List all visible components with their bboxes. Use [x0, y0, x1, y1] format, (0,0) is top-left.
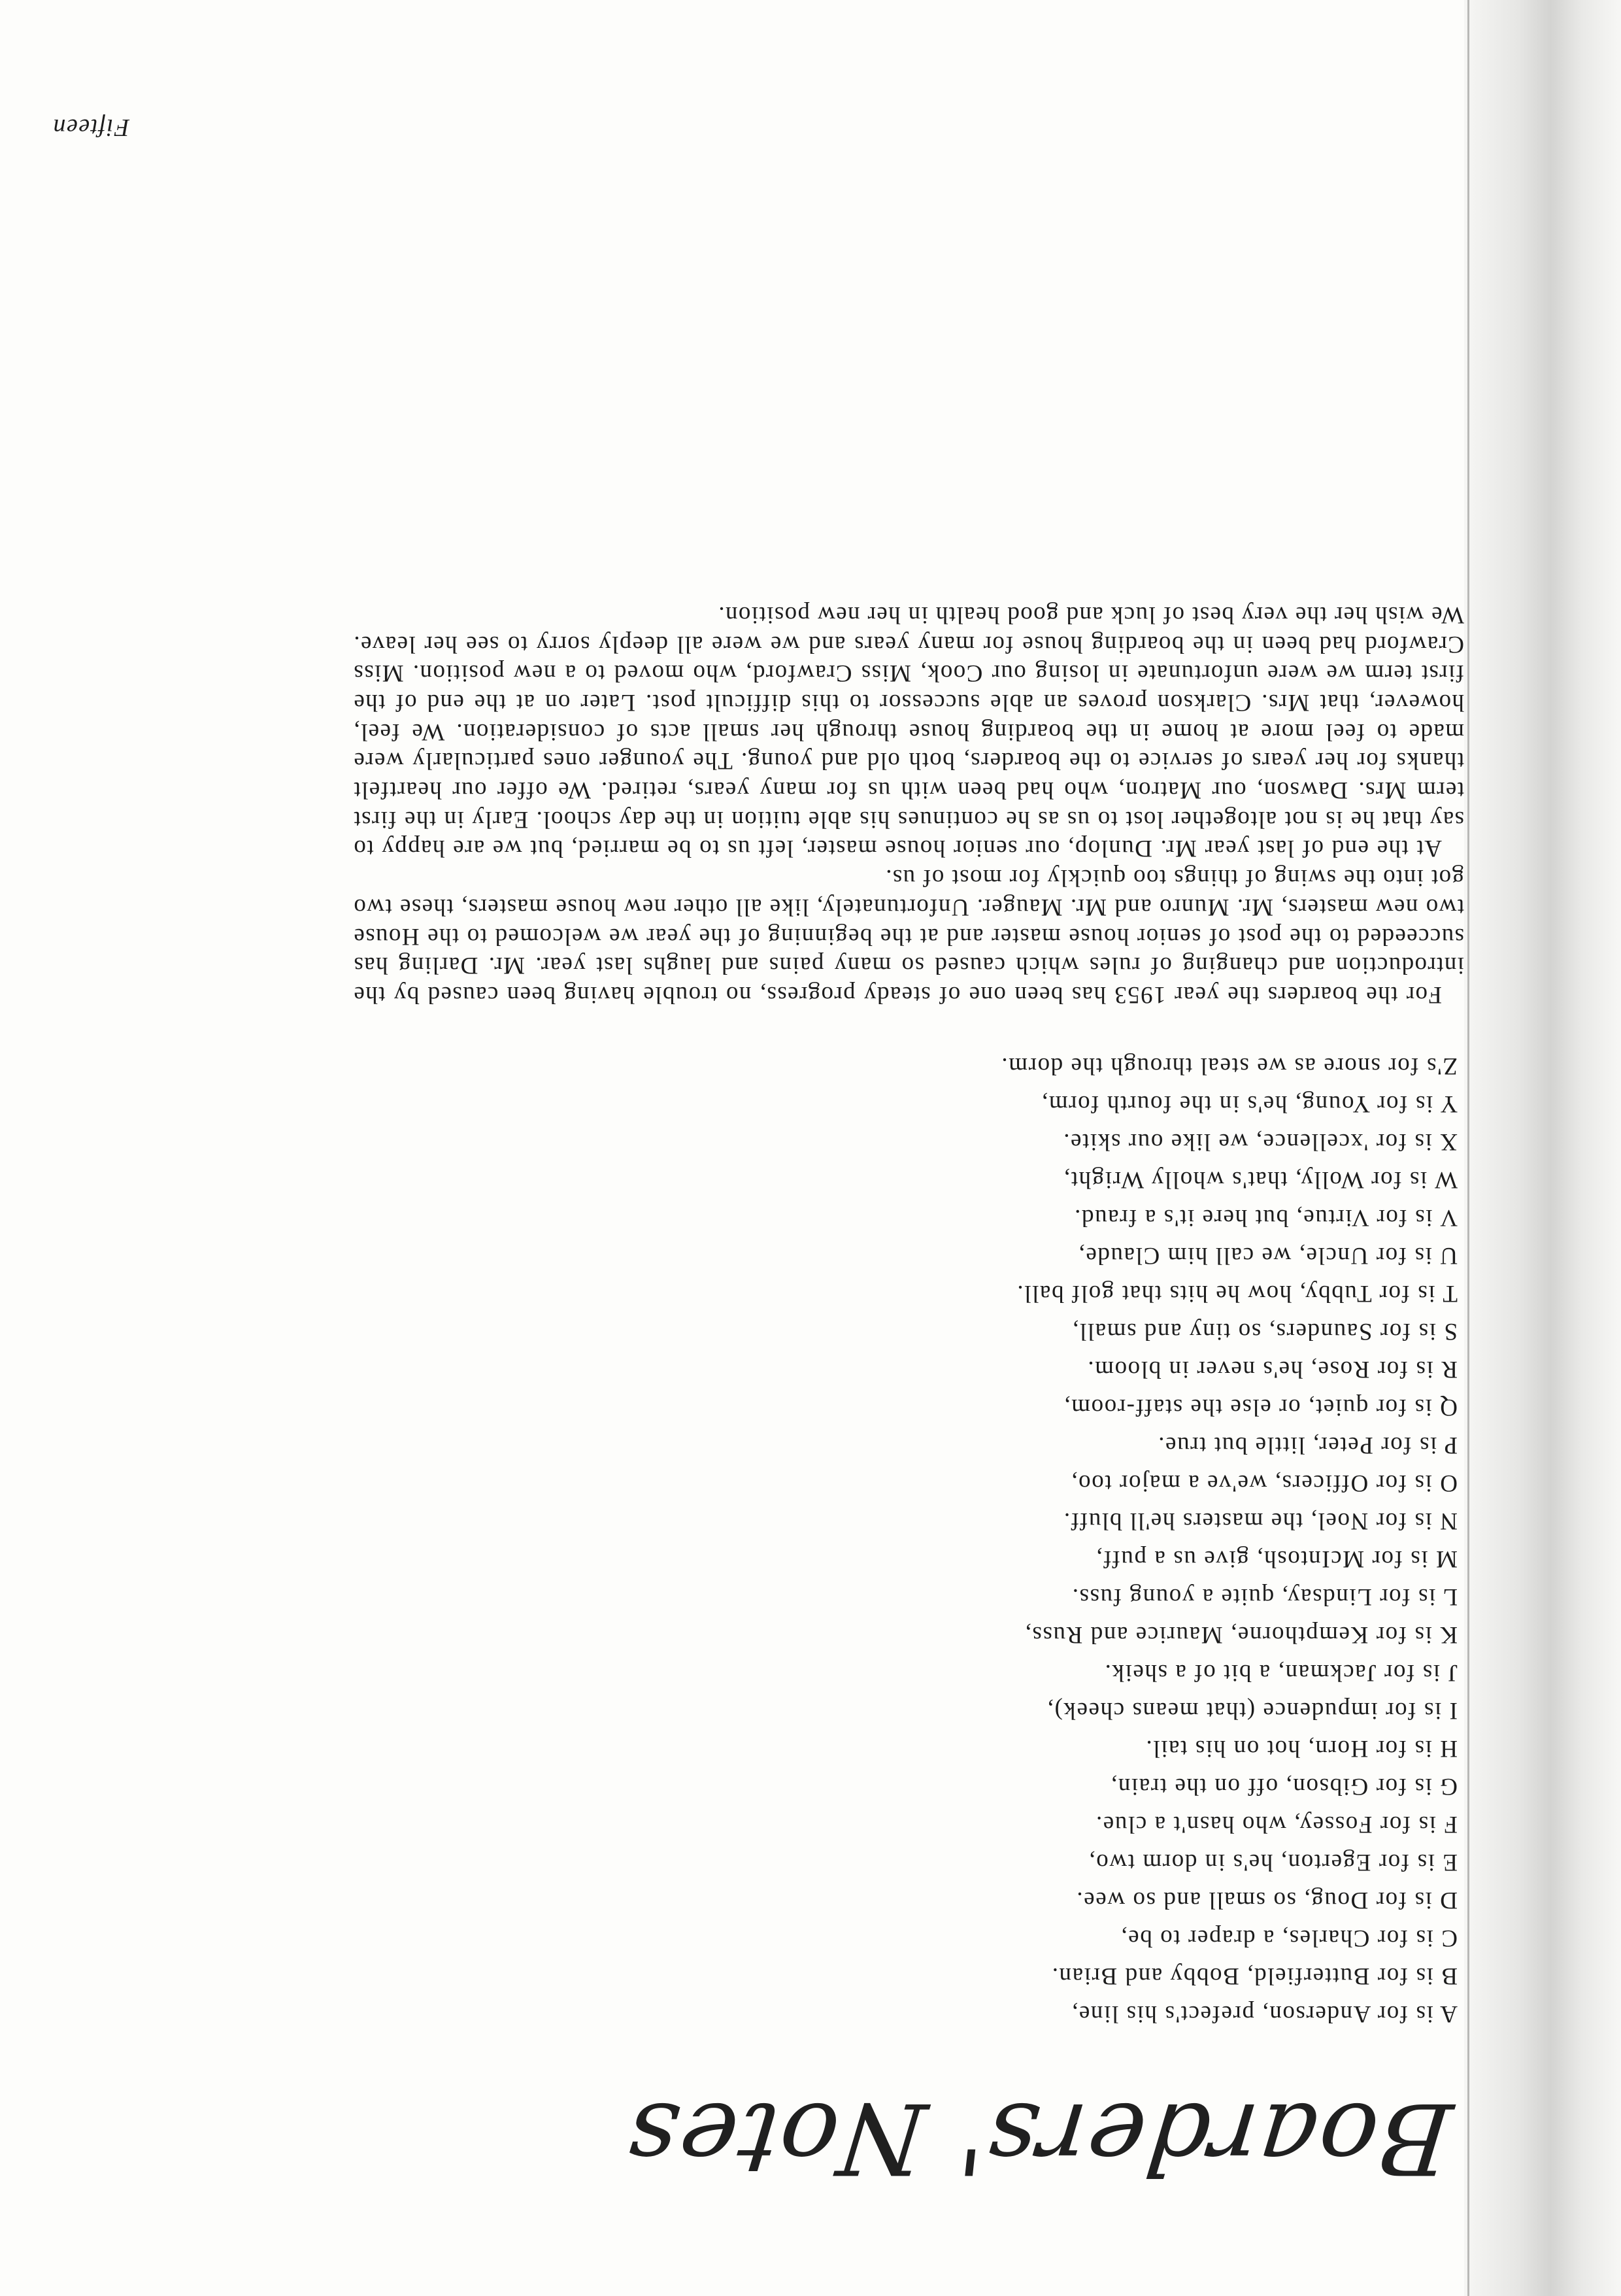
- paragraph-staff-changes: At the end of last year Mr. Dunlop, our senior house master, left us to be married, but we are happy to say that he is not altogether lost to us as he continues his able tuition in the day school. Early in the first term Mrs. Dawson, our Matron, who had been with us for many years, retired. We offer our heartfelt thanks for her years of service to the boarders, both old and young. The younger ones particularly were made to feel more at home in the boarding house through her small acts of consideration. We feel, however, that Mrs. Clarkson proves an able successor to this difficult post. Later on at the end of the first term we were unfortunate in losing our Cook, Miss Crawford, who moved to a new position. Miss Crawford had been in the boarding house for many years and we were all deeply sorry to see her leave. We wish her the very best of luck and good health in her new position.: [353, 601, 1464, 862]
- poem-line: U is for Uncle, we call him Claude,: [1077, 1242, 1458, 1269]
- poem-line: F is for Fossey, who hasn't a clue.: [1095, 1811, 1458, 1838]
- poem-line: E is for Egerton, he's in dorm two,: [1088, 1849, 1458, 1876]
- poem-line: Y is for Young, he's in the fourth form,: [1041, 1090, 1458, 1117]
- poem-line: O is for Officers, we've a major too,: [1070, 1470, 1458, 1496]
- poem-line: T is for Tubby, how he hits that golf ball.: [1016, 1280, 1458, 1307]
- poem-line: Z's for snore as we steal through the dorm.: [1000, 1053, 1458, 1079]
- poem-line: H is for Horn, hot on his tail.: [1145, 1735, 1458, 1762]
- poem-line: D is for Doug, so small and so wee.: [1075, 1887, 1458, 1914]
- poem-line: C is for Charles, a draper to be,: [1120, 1925, 1458, 1951]
- poem-line: S is for Saunders, so tiny and small,: [1071, 1318, 1458, 1345]
- page-number: Fifteen: [52, 114, 130, 141]
- poem-line: G is for Gibson, off on the train,: [1110, 1773, 1458, 1800]
- poem-line: K is for Kempthorne, Maurice and Russ,: [1024, 1621, 1458, 1648]
- poem-line: M is for McIntosh, give us a puff,: [1095, 1545, 1458, 1572]
- poem-line: R is for Rose, he's never in bloom.: [1086, 1356, 1458, 1383]
- poem-line: V is for Virtue, but here it's a fraud.: [1073, 1204, 1458, 1231]
- page-title: Boarders' Notes: [620, 2081, 1458, 2195]
- poem-line: X is for 'xcellence, we like our skite.: [1062, 1128, 1458, 1155]
- poem-line: B is for Butterfield, Bobby and Brian.: [1051, 1963, 1458, 1989]
- poem-line: L is for Lindsay, quite a young fuss.: [1071, 1583, 1458, 1610]
- poem-line: I is for impudence (that means cheek),: [1046, 1697, 1458, 1724]
- poem-line: W is for Wolly, that's wholly Wright,: [1063, 1166, 1458, 1193]
- poem-line: P is for Peter, little but true.: [1157, 1432, 1458, 1459]
- page-content: [353, 599, 1464, 2195]
- paragraph-boarders-progress: For the boarders the year 1953 has been one of steady progress, no trouble having been caused by the introduction and changing of rules which caused so many pains and laughs last year. Mr. Darling has succeeded to the post of senior house master and at the beginning of the year we welcomed to the House two new masters, Mr. Munro and Mr. Mauger. Unfortunately, like all other new house masters, these two got into the swing of things too quickly for most of us.: [353, 864, 1464, 1008]
- alphabet-poem: [353, 1047, 1464, 2033]
- poem-line: A is for Anderson, prefect's his line,: [1071, 2001, 1458, 2027]
- poem-line: J is for Jackman, a bit of a sheik.: [1104, 1659, 1458, 1686]
- poem-line: Q is for quiet, or else the staff-room,: [1063, 1394, 1458, 1421]
- poem-line: N is for Noel, the masters he'll bluff.: [1063, 1508, 1458, 1534]
